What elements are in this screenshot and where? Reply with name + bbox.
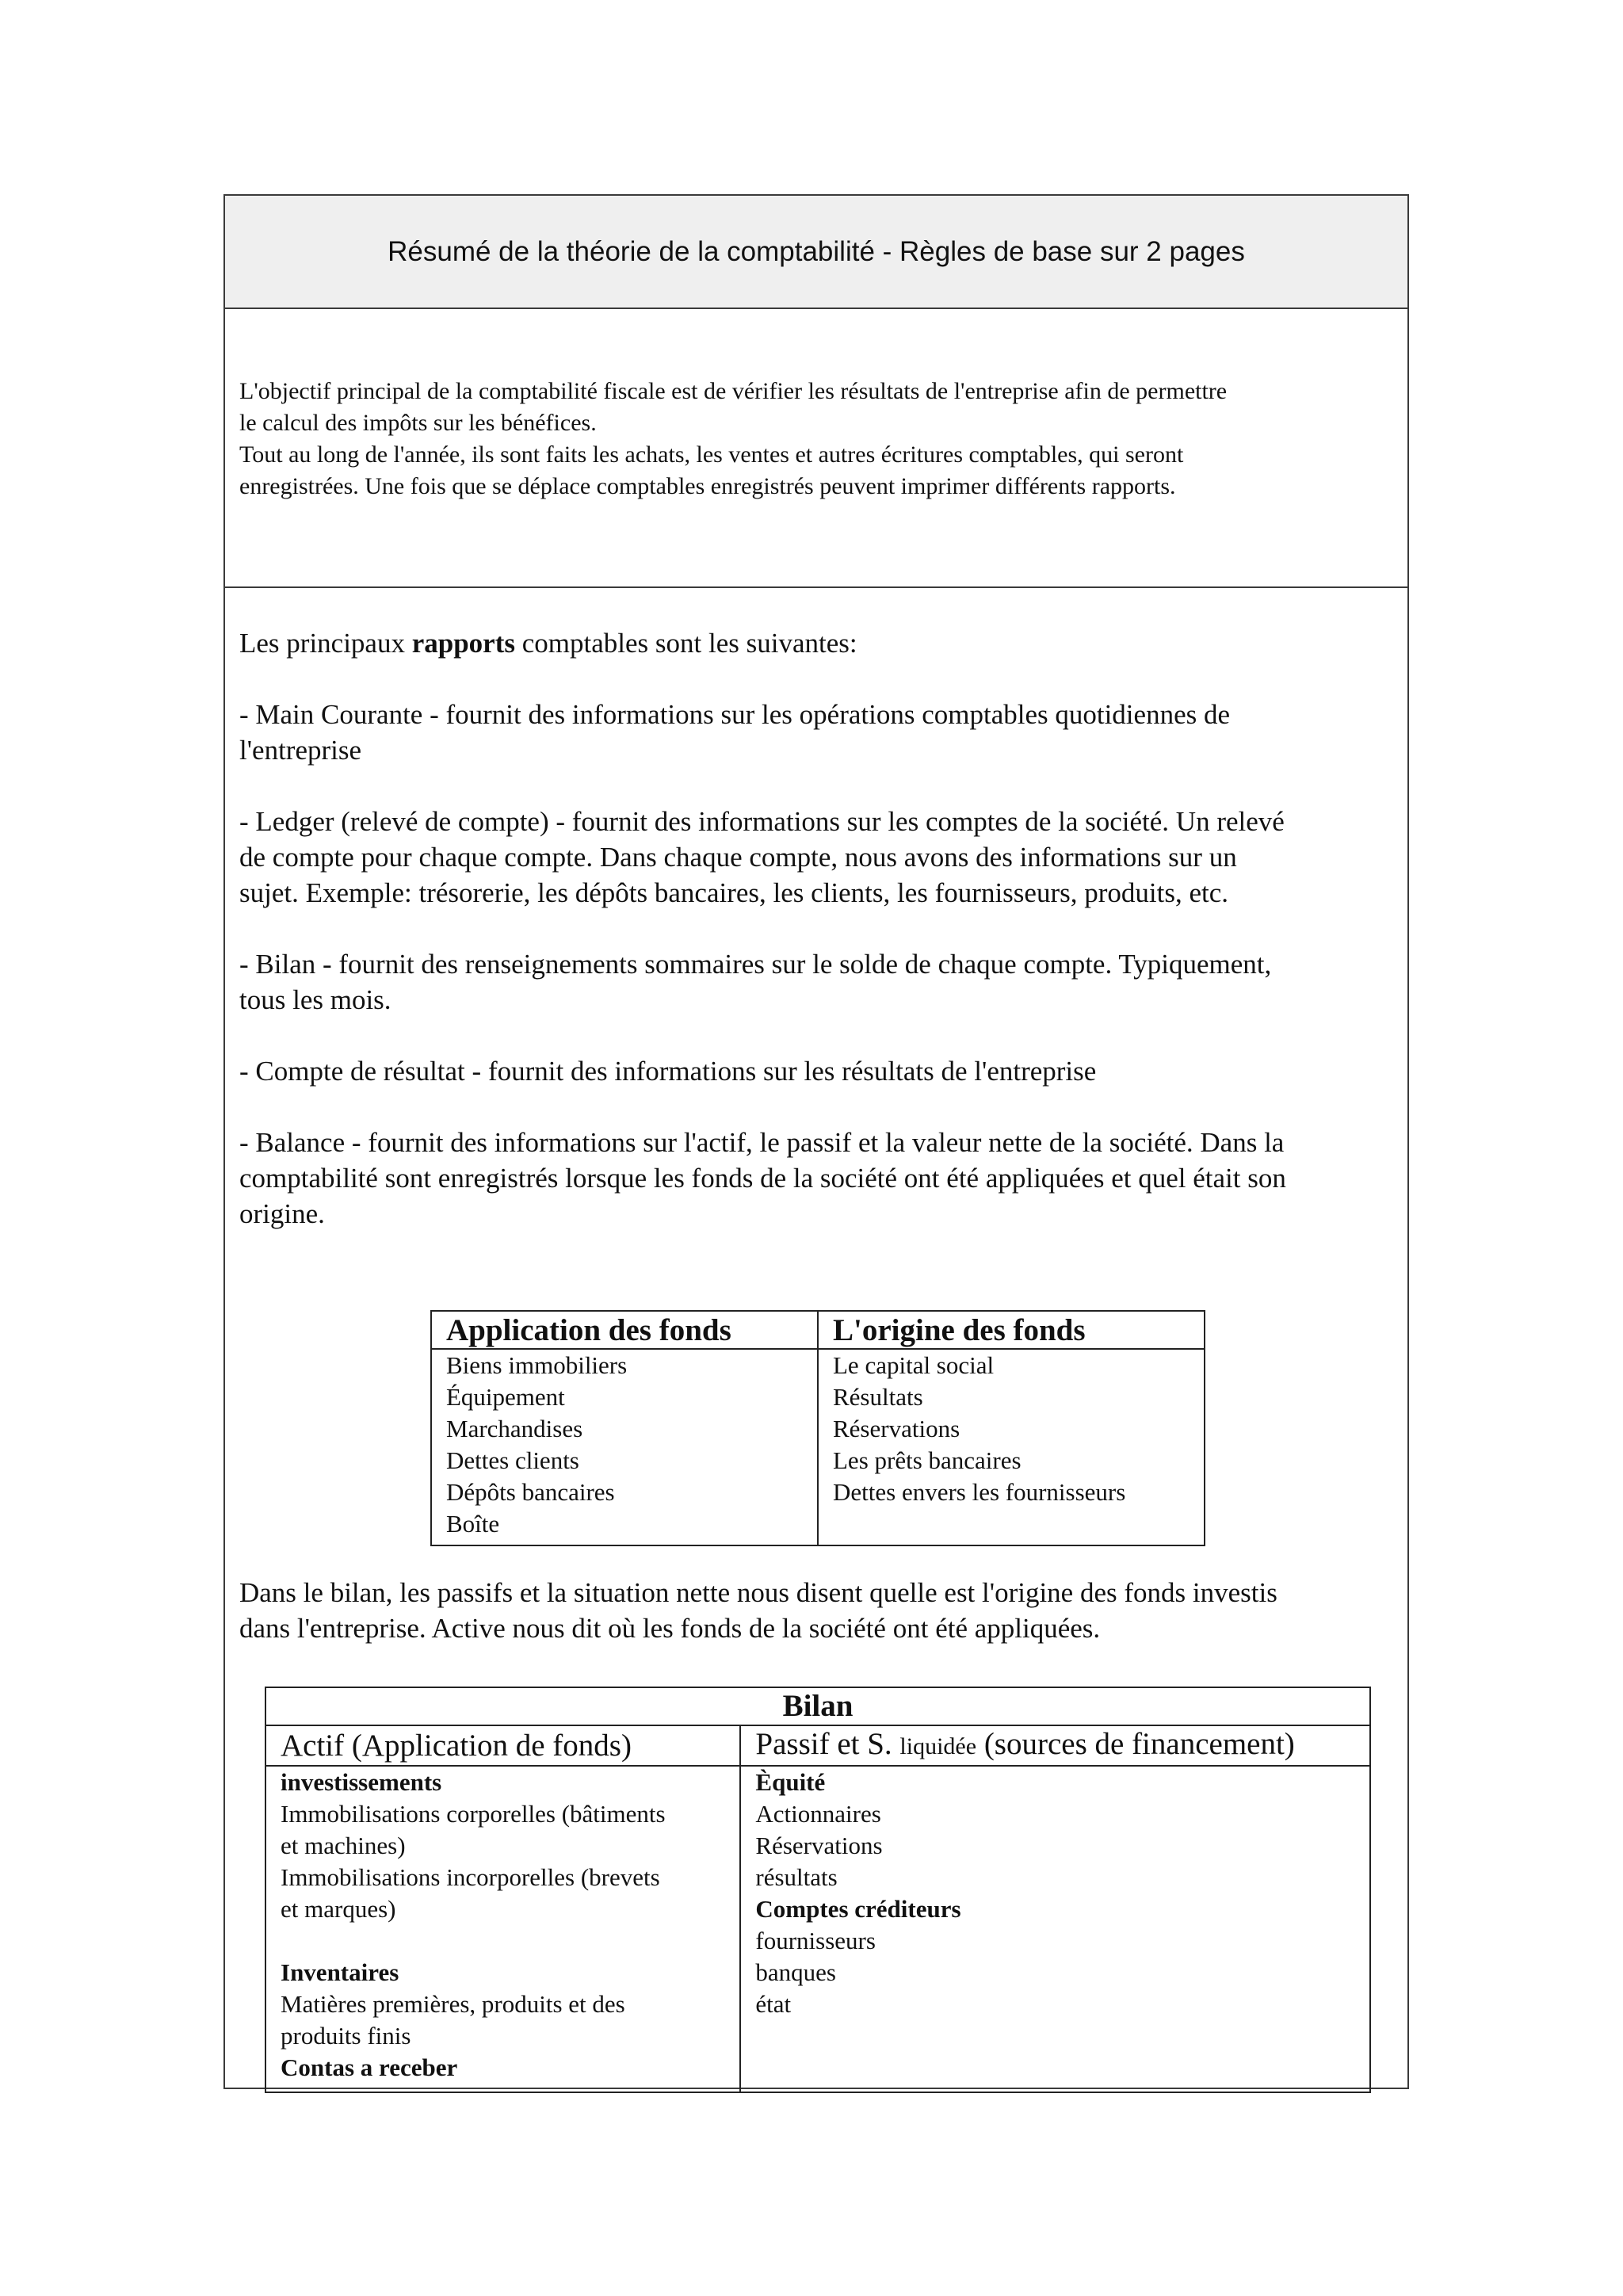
bilan-table	[265, 1687, 1371, 2093]
funds-left-column	[431, 1349, 818, 1545]
funds-left-item: Biens immobiliers	[446, 1351, 628, 1379]
reports-section	[225, 588, 1407, 1232]
funds-table	[430, 1310, 1205, 1546]
funds-right-item: Résultats	[833, 1383, 923, 1411]
passif-item: état	[755, 1990, 792, 2018]
bilan-explanation	[239, 1575, 1384, 1646]
passif-column	[740, 1766, 1370, 2092]
actif-item: Matières premières, produits et des	[281, 1990, 625, 2018]
funds-right-item: Réservations	[833, 1415, 960, 1442]
funds-left-item: Équipement	[446, 1383, 565, 1411]
document-frame	[223, 194, 1409, 2089]
passif-item: résultats	[755, 1863, 838, 1891]
actif-item: produits finis	[281, 2022, 411, 2050]
funds-left-header: Application des fonds	[431, 1311, 818, 1349]
intro-line: L'objectif principal de la comptabilité fiscale est de vérifier les résultats de l'entreprise afin de permettre	[239, 378, 1228, 404]
passif-header-post: (sources de financement)	[976, 1727, 1295, 1761]
passif-item: fournisseurs	[755, 1927, 876, 1954]
funds-right-item: Les prêts bancaires	[833, 1446, 1022, 1474]
report-item-balance: comptabilité sont enregistrés lorsque les fonds de la société ont été appliquées et quel était son	[239, 1163, 1286, 1194]
report-item-ledger: sujet. Exemple: trésorerie, les dépôts bancaires, les clients, les fournisseurs, produits, etc.	[239, 877, 1228, 908]
page-title: Résumé de la théorie de la comptabilité - Règles de base sur 2 pages	[388, 235, 1245, 267]
actif-section-heading: investissements	[281, 1768, 442, 1796]
intro-line: enregistrées. Une fois que se déplace comptables enregistrés peuvent imprimer différents rapports.	[239, 473, 1176, 499]
intro-line: le calcul des impôts sur les bénéfices.	[239, 410, 597, 436]
actif-item: Immobilisations incorporelles (brevets	[281, 1863, 660, 1891]
passif-header	[740, 1725, 1370, 1766]
actif-item: et machines)	[281, 1832, 406, 1859]
intro-section	[225, 309, 1407, 588]
bilan-title: Bilan	[265, 1687, 1370, 1725]
actif-column	[265, 1766, 740, 2092]
report-item-main-courante: l'entreprise	[239, 735, 362, 766]
actif-header: Actif (Application de fonds)	[265, 1725, 740, 1766]
funds-right-column	[818, 1349, 1205, 1545]
actif-section-heading: Contas a receber	[281, 2053, 458, 2081]
bilan-explanation-line: dans l'entreprise. Active nous dit où les fonds de la société ont été appliquées.	[239, 1613, 1101, 1644]
actif-item: Immobilisations corporelles (bâtiments	[281, 1800, 666, 1828]
report-item-bilan: - Bilan - fournit des renseignements sommaires sur le solde de chaque compte. Typiquement,	[239, 949, 1272, 980]
actif-item: et marques)	[281, 1895, 396, 1923]
funds-left-item: Dettes clients	[446, 1446, 579, 1474]
intro-line: Tout au long de l'année, ils sont faits les achats, les ventes et autres écritures comptables, qui seront	[239, 441, 1184, 468]
funds-left-item: Boîte	[446, 1510, 500, 1538]
report-item-ledger: - Ledger (relevé de compte) - fournit des informations sur les comptes de la société. Un relevé	[239, 806, 1285, 837]
report-item-balance: origine.	[239, 1198, 325, 1229]
funds-right-header: L'origine des fonds	[818, 1311, 1205, 1349]
passif-header-pre: Passif et S.	[755, 1727, 900, 1761]
reports-heading-bold: rapports	[411, 628, 515, 659]
report-item-balance: - Balance - fournit des informations sur l'actif, le passif et la valeur nette de la société. Dans la	[239, 1127, 1285, 1158]
passif-item: Actionnaires	[755, 1800, 881, 1828]
passif-header-small: liquidée	[899, 1733, 977, 1759]
passif-section-heading: Comptes créditeurs	[755, 1895, 961, 1923]
funds-left-item: Marchandises	[446, 1415, 583, 1442]
actif-section-heading: Inventaires	[281, 1958, 399, 1986]
passif-section-heading: Èquité	[755, 1768, 826, 1796]
reports-heading-post: comptables sont les suivantes:	[515, 628, 857, 659]
reports-heading-pre: Les principaux	[239, 628, 412, 659]
passif-item: banques	[755, 1958, 836, 1986]
title-cell	[225, 196, 1407, 309]
funds-left-item: Dépôts bancaires	[446, 1478, 615, 1506]
passif-item: Réservations	[755, 1832, 883, 1859]
bilan-explanation-line: Dans le bilan, les passifs et la situation nette nous disent quelle est l'origine des fonds investis	[239, 1577, 1277, 1608]
report-item-resultat: - Compte de résultat - fournit des informations sur les résultats de l'entreprise	[239, 1056, 1097, 1087]
report-item-bilan: tous les mois.	[239, 984, 391, 1015]
funds-right-item: Dettes envers les fournisseurs	[833, 1478, 1126, 1506]
report-item-ledger: de compte pour chaque compte. Dans chaque compte, nous avons des informations sur un	[239, 842, 1237, 873]
reports-heading	[239, 625, 1384, 661]
report-item-main-courante: - Main Courante - fournit des informations sur les opérations comptables quotidiennes de	[239, 699, 1231, 730]
funds-right-item: Le capital social	[833, 1351, 995, 1379]
